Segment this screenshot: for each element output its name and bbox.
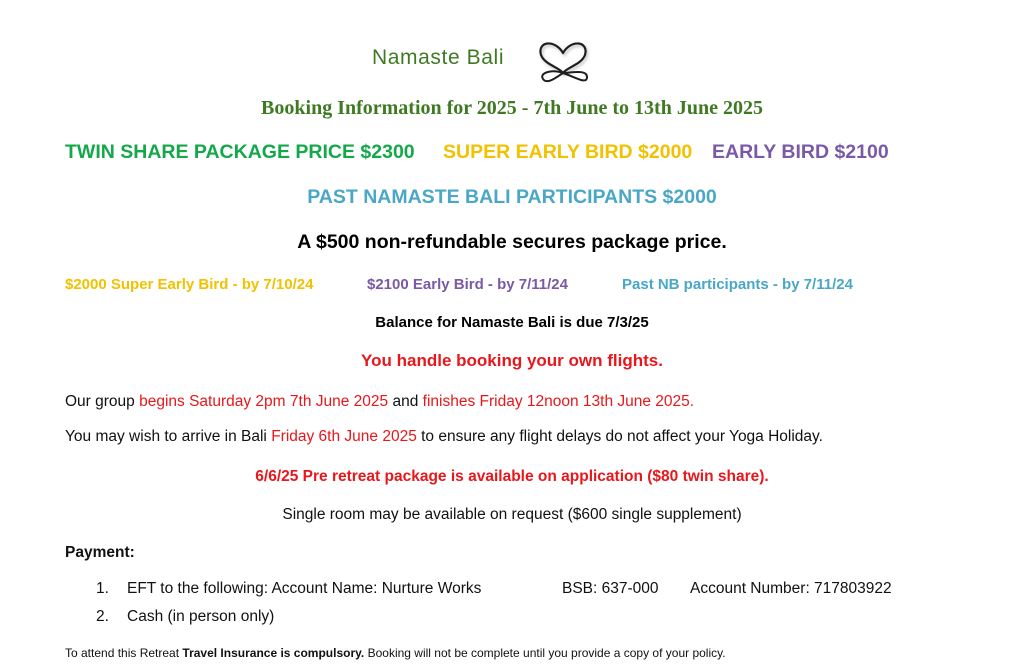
insurance-suffix: Booking will not be complete until you provide a copy of your policy. <box>364 646 726 660</box>
group-begins: begins Saturday 2pm 7th June 2025 <box>139 393 389 410</box>
payment-account-number: Account Number: 717803922 <box>690 580 892 597</box>
arrival-suggestion <box>65 428 823 446</box>
arrive-date: Friday 6th June 2025 <box>271 428 417 445</box>
super-early-bird-price: SUPER EARLY BIRD $2000 <box>443 141 693 163</box>
insurance-prefix: To attend this Retreat <box>65 646 183 660</box>
past-participants-price: PAST NAMASTE BALI PARTICIPANTS $2000 <box>307 186 717 208</box>
arrive-suffix: to ensure any flight delays do not affect your Yoga Holiday. <box>416 428 823 445</box>
deposit-notice: A $500 non-refundable secures package price. <box>297 231 727 253</box>
pre-retreat-package: 6/6/25 Pre retreat package is available on application ($80 twin share). <box>255 468 769 485</box>
group-dates <box>65 393 694 411</box>
arrive-prefix: You may wish to arrive in Bali <box>65 428 272 445</box>
early-bird-deadline: $2100 Early Bird - by 7/11/24 <box>367 276 568 293</box>
twin-share-price: TWIN SHARE PACKAGE PRICE $2300 <box>65 141 415 163</box>
booking-heading: Booking Information for 2025 - 7th June to 13th June 2025 <box>261 97 763 119</box>
flights-notice: You handle booking your own flights. <box>361 351 663 370</box>
group-prefix: Our group <box>65 393 140 410</box>
insurance-bold: Travel Insurance is compulsory. <box>182 646 365 660</box>
payment-item-number: 2. <box>96 608 109 625</box>
balance-due: Balance for Namaste Bali is due 7/3/25 <box>375 314 649 331</box>
payment-item-text: Cash (in person only) <box>127 608 275 625</box>
payment-bsb: BSB: 637-000 <box>562 580 659 597</box>
heart-infinity-icon <box>531 31 595 87</box>
group-finishes: finishes Friday 12noon 13th June 2025. <box>422 393 695 410</box>
super-early-bird-deadline: $2000 Super Early Bird - by 7/10/24 <box>65 276 314 293</box>
payment-item-number: 1. <box>96 580 109 597</box>
early-bird-price: EARLY BIRD $2100 <box>712 141 889 163</box>
payment-heading: Payment: <box>65 544 135 561</box>
travel-insurance-notice <box>65 646 726 660</box>
group-middle: and <box>388 393 423 410</box>
past-participants-deadline: Past NB participants - by 7/11/24 <box>622 276 853 293</box>
single-room-note: Single room may be available on request ($600 single supplement) <box>282 506 742 523</box>
brand-title: Namaste Bali <box>372 46 505 69</box>
payment-item-text: EFT to the following: Account Name: Nurture Works <box>127 580 482 597</box>
